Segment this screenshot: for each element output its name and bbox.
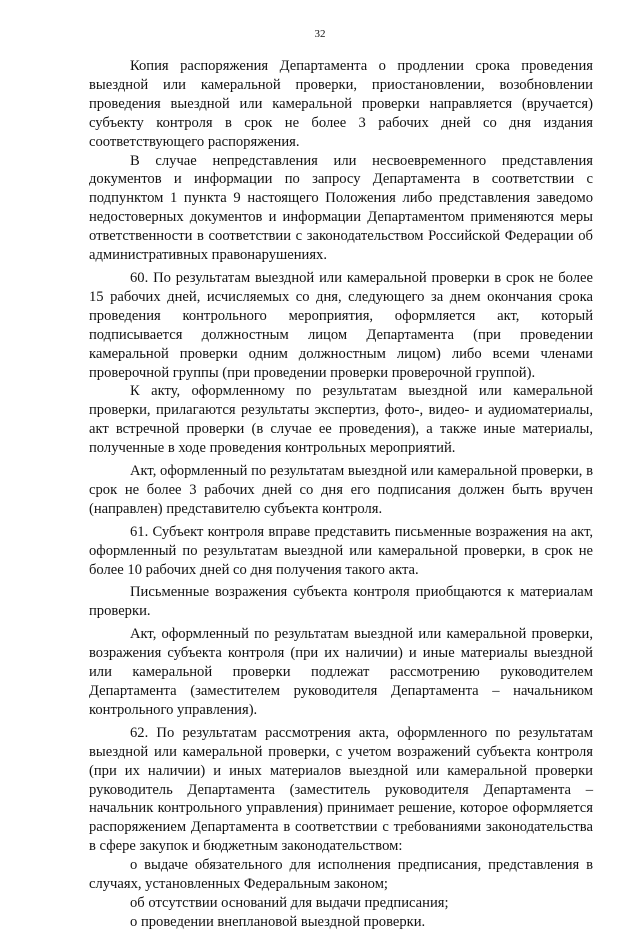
decision-option-no-grounds: об отсутствии оснований для выдачи предписания; [130, 894, 449, 911]
paragraph-act-delivery: Акт, оформленный по результатам выездной или камеральной проверки, в срок не более 3 рабочих дней со дня его подписания должен быть вручен (направлен) представителю субъекта контроля. [89, 463, 593, 517]
paragraph-act-attachments: К акту, оформленному по результатам выездной или камеральной проверки, прилагаются результаты экспертиз, фото-, видео- и аудиоматериалы, акт встречной проверки (в случае ее проведения), а также иные материалы, полученные в ходе проведения контрольных мероприятий. [89, 383, 593, 457]
paragraph-copy-of-order: Копия распоряжения Департамента о продлении срока проведения выездной или камеральной проверки, приостановлении, возобновлении проведения выездной или камеральной проверки направляется (вручается) субъекту контроля в срок не более 3 рабочих дней со дня издания соответствующего распоряжения. [89, 58, 593, 150]
document-body [89, 57, 593, 932]
page-number: 32 [314, 28, 326, 40]
paragraph-62: 62. По результатам рассмотрения акта, оформленного по результатам выездной или камеральной проверки, с учетом возражений субъекта контроля (при их наличии) и иных материалов выездной или камеральной проверки руководитель Департамента (заместитель руководителя Департамента – начальник контрольного управления) принимает решение, которое оформляется распоряжением Департамента в соответствии с требованиями законодательства в сфере закупок и бюджетным законодательством: [89, 724, 593, 855]
paragraph-act-review: Акт, оформленный по результатам выездной или камеральной проверки, возражения субъекта контроля (при их наличии) и иные материалы выездной или камеральной проверки подлежат рассмотрению руководителем Департамента (заместителем руководителя Департамента – начальником контрольного управления). [89, 626, 593, 718]
decision-option-prescription: о выдаче обязательного для исполнения предписания, представления в случаях, установленных Федеральным законом; [89, 857, 593, 893]
decision-option-unscheduled-audit: о проведении внеплановой выездной проверки. [130, 913, 426, 930]
paragraph-objections-attached: Письменные возражения субъекта контроля приобщаются к материалам проверки. [89, 584, 593, 620]
paragraph-non-submission: В случае непредставления или несвоевременного представления документов и информации по запросу Департамента в соответствии с подпунктом 1 пункта 9 настоящего Положения либо представления заведомо недостоверных документов и информации Департаментом применяются меры ответственности в соответствии с законодательством Российской Федерации об административных правонарушениях. [89, 152, 593, 264]
paragraph-61: 61. Субъект контроля вправе представить письменные возражения на акт, оформленный по результатам выездной или камеральной проверки, в срок не более 10 рабочих дней со дня получения такого акта. [89, 523, 593, 578]
paragraph-60: 60. По результатам выездной или камеральной проверки в срок не более 15 рабочих дней, исчисляемых со дня, следующего за днем окончания срока проведения контрольного мероприятия, оформляется акт, который подписывается должностным лицом Департамента (при проведении камеральной проверки одним должностным лицом) либо всеми членами проверочной группы (при проведении проверки проверочной группой). [89, 269, 593, 381]
